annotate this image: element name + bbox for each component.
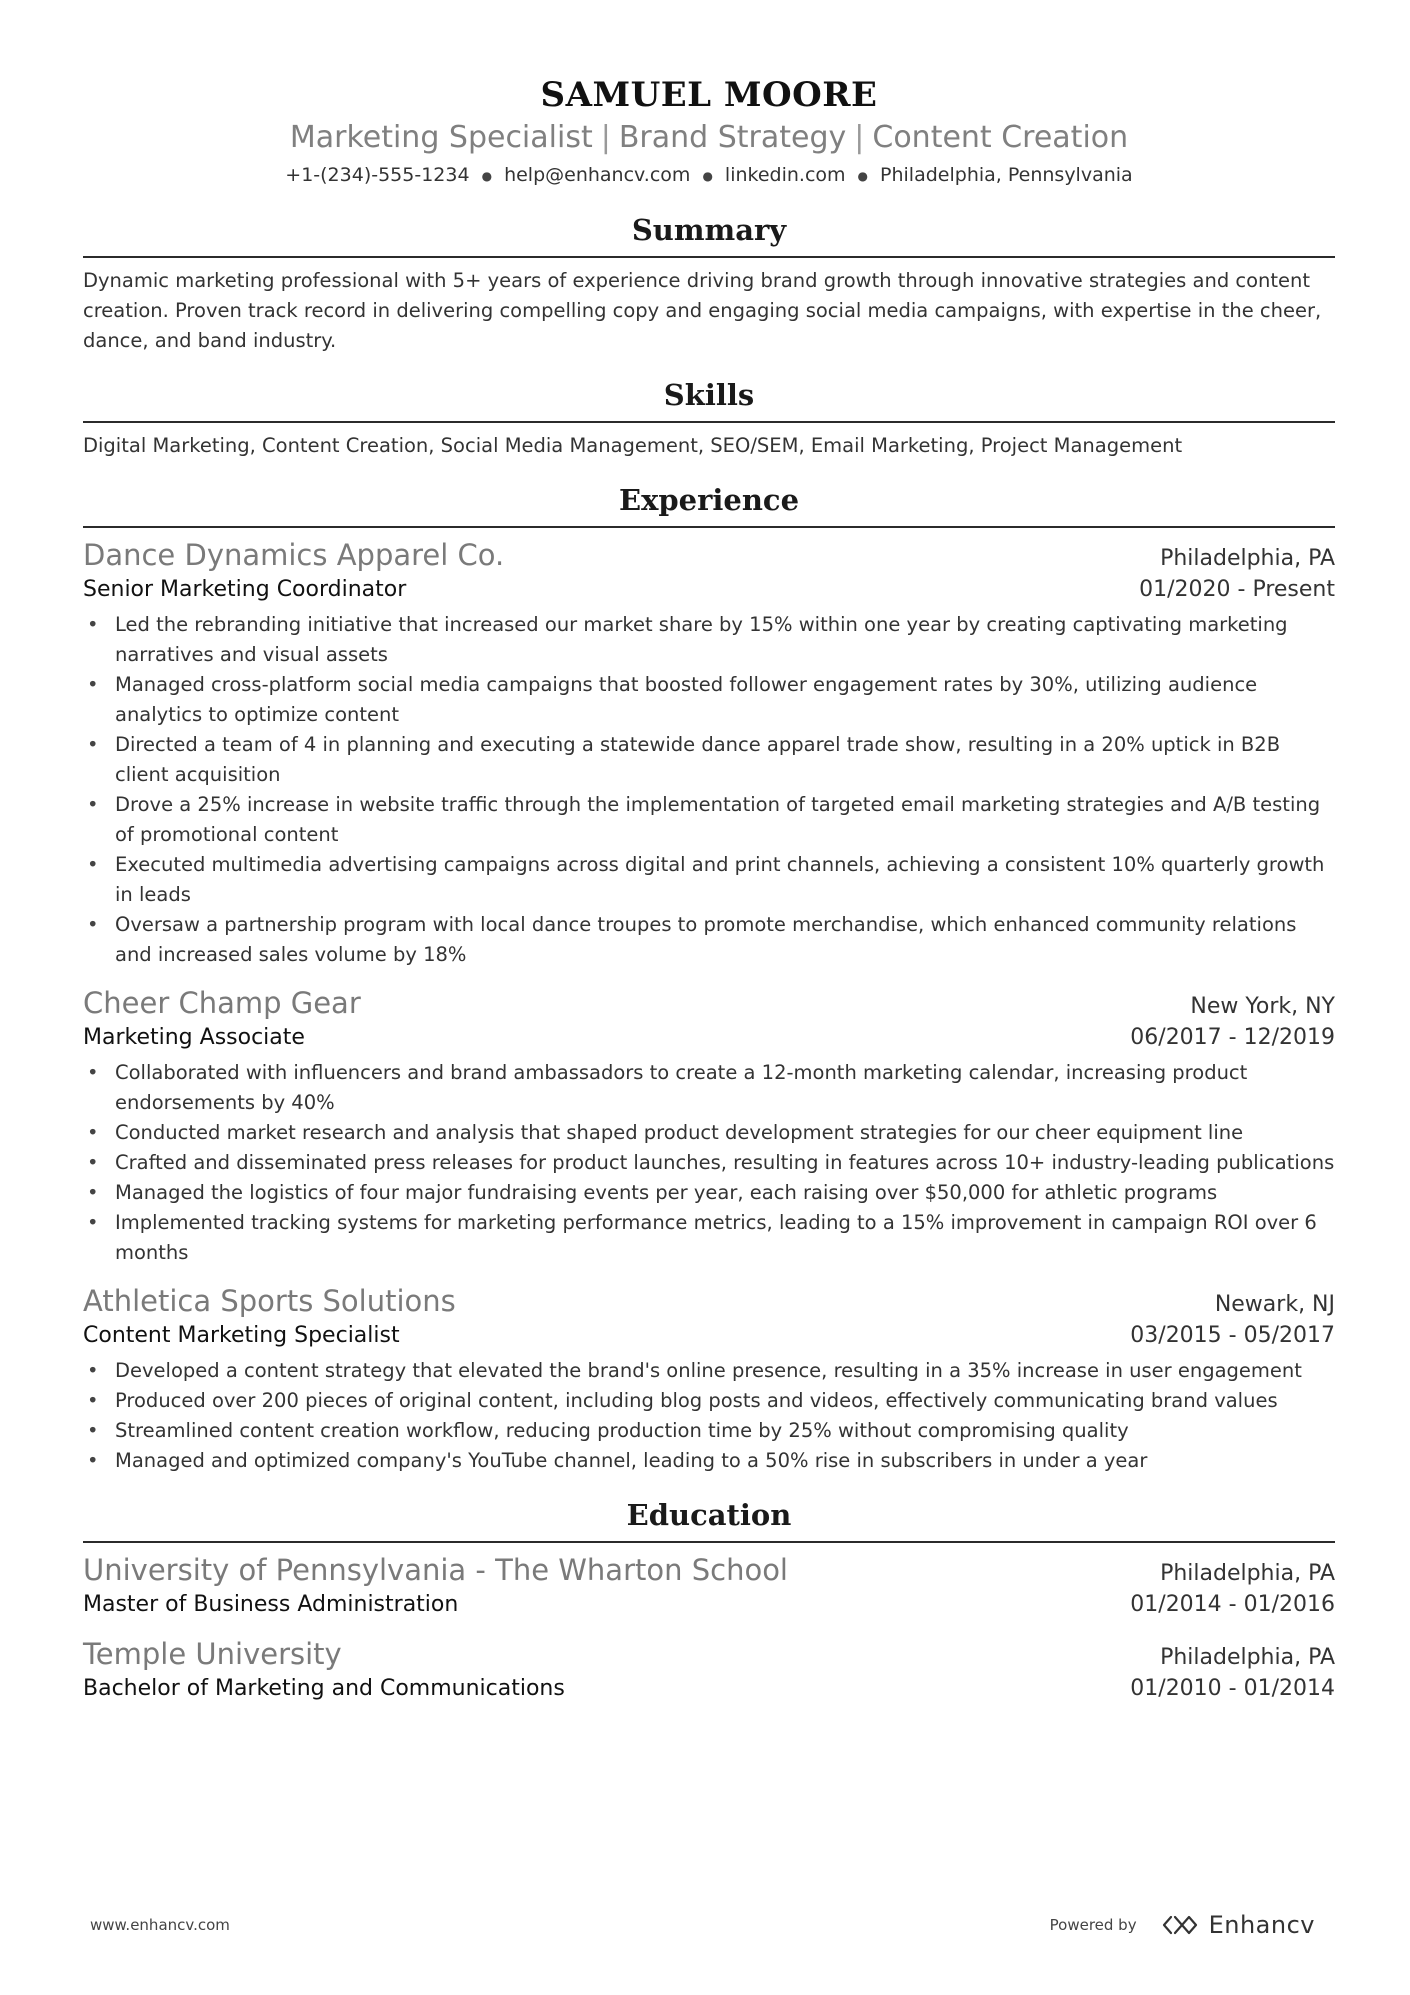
candidate-name: SAMUEL MOORE bbox=[540, 75, 878, 115]
bullet-icon: • bbox=[87, 1150, 99, 1174]
entry-subheader-row bbox=[83, 1022, 1335, 1054]
entry-header-row bbox=[83, 536, 1335, 574]
achievement-item bbox=[83, 670, 1335, 730]
achievement-item bbox=[83, 1416, 1335, 1446]
achievement-item bbox=[83, 1386, 1335, 1416]
achievement-text: Conducted market research and analysis that shaped product development strategies for our cheer equipment line bbox=[115, 1120, 1244, 1144]
location: Philadelphia, Pennsylvania bbox=[880, 164, 1133, 186]
page-footer bbox=[90, 1911, 1315, 1939]
section-title: Summary bbox=[83, 211, 1335, 258]
bullet-icon: • bbox=[87, 852, 99, 876]
entry-subheader-row bbox=[83, 574, 1335, 606]
headline-item: Brand Strategy bbox=[618, 120, 847, 155]
education-entry bbox=[83, 1635, 1335, 1705]
email-link[interactable]: help@enhancv.com bbox=[504, 164, 691, 186]
achievement-text: Managed cross-platform social media campaigns that boosted follower engagement rates by 30%, utilizing audience analytics to optimize content bbox=[115, 672, 1258, 726]
achievement-list bbox=[83, 1058, 1335, 1268]
achievement-item bbox=[83, 730, 1335, 790]
headline bbox=[83, 118, 1335, 158]
achievement-text: Managed the logistics of four major fundraising events per year, each raising over $50,000 for athletic programs bbox=[115, 1180, 1218, 1204]
skills-section bbox=[83, 376, 1335, 461]
entry-header-row bbox=[83, 1282, 1335, 1320]
section-title: Skills bbox=[83, 376, 1335, 423]
section-title: Experience bbox=[83, 481, 1335, 528]
powered-by-label: Powered by bbox=[1049, 1916, 1137, 1934]
bullet-icon: • bbox=[87, 1448, 99, 1472]
entry-header-row bbox=[83, 1635, 1335, 1673]
experience-list bbox=[83, 536, 1335, 1476]
achievement-text: Managed and optimized company's YouTube channel, leading to a 50% rise in subscribers in under a year bbox=[115, 1448, 1148, 1472]
achievement-text: Implemented tracking systems for marketing performance metrics, leading to a 15% improvement in campaign ROI over 6 months bbox=[115, 1210, 1317, 1264]
school-name: Temple University bbox=[83, 1636, 342, 1671]
section-title: Education bbox=[83, 1496, 1335, 1543]
achievement-text: Streamlined content creation workflow, reducing production time by 25% without compromising quality bbox=[115, 1418, 1129, 1442]
bullet-icon: • bbox=[87, 912, 99, 936]
bullet-icon: • bbox=[87, 1210, 99, 1234]
resume-page bbox=[83, 0, 1335, 1705]
contact-line bbox=[83, 162, 1335, 189]
linkedin-link[interactable]: linkedin.com bbox=[724, 164, 846, 186]
entry-header-row bbox=[83, 1551, 1335, 1589]
experience-entry bbox=[83, 984, 1335, 1268]
experience-entry bbox=[83, 1282, 1335, 1476]
achievement-list bbox=[83, 1356, 1335, 1476]
job-location: New York, NY bbox=[1190, 993, 1335, 1019]
education-list bbox=[83, 1551, 1335, 1705]
powered-by bbox=[1050, 1911, 1315, 1939]
headline-separator: | bbox=[854, 120, 865, 155]
logo-mark-icon bbox=[1161, 1914, 1201, 1936]
school-name: University of Pennsylvania - The Wharton School bbox=[83, 1552, 788, 1587]
job-title: Content Marketing Specialist bbox=[83, 1322, 400, 1348]
bullet-icon: • bbox=[87, 672, 99, 696]
achievement-item bbox=[83, 1208, 1335, 1268]
summary-section bbox=[83, 211, 1335, 356]
achievement-item bbox=[83, 1118, 1335, 1148]
achievement-text: Developed a content strategy that elevated the brand's online presence, resulting in a 35% increase in user engagement bbox=[115, 1358, 1302, 1382]
brand-name: Enhancv bbox=[1208, 1911, 1315, 1939]
company-name: Cheer Champ Gear bbox=[83, 985, 361, 1020]
education-dates: 01/2014 - 01/2016 bbox=[1130, 1591, 1335, 1617]
education-dates: 01/2010 - 01/2014 bbox=[1130, 1675, 1335, 1701]
resume-header bbox=[83, 0, 1335, 189]
achievement-item bbox=[83, 1446, 1335, 1476]
phone-number[interactable]: +1-(234)-555-1234 bbox=[285, 164, 470, 186]
achievement-item bbox=[83, 850, 1335, 910]
enhancv-logo-icon[interactable] bbox=[1161, 1911, 1315, 1939]
entry-subheader-row bbox=[83, 1589, 1335, 1621]
bullet-separator: ● bbox=[857, 168, 869, 183]
achievement-item bbox=[83, 790, 1335, 850]
bullet-icon: • bbox=[87, 732, 99, 756]
school-location: Philadelphia, PA bbox=[1160, 1560, 1335, 1586]
entry-subheader-row bbox=[83, 1320, 1335, 1352]
bullet-icon: • bbox=[87, 1418, 99, 1442]
skills-text: Digital Marketing, Content Creation, Social Media Management, SEO/SEM, Email Marketing, Project Management bbox=[83, 433, 1183, 457]
job-location: Philadelphia, PA bbox=[1160, 545, 1335, 571]
achievement-item bbox=[83, 610, 1335, 670]
footer-url[interactable]: www.enhancv.com bbox=[90, 1916, 230, 1934]
job-title: Marketing Associate bbox=[83, 1024, 305, 1050]
achievement-text: Collaborated with influencers and brand ambassadors to create a 12-month marketing calendar, increasing product endorsements by 40% bbox=[115, 1060, 1248, 1114]
bullet-icon: • bbox=[87, 1060, 99, 1084]
achievement-item bbox=[83, 1148, 1335, 1178]
headline-item: Marketing Specialist bbox=[289, 120, 593, 155]
headline-separator: | bbox=[600, 120, 611, 155]
bullet-icon: • bbox=[87, 612, 99, 636]
achievement-item bbox=[83, 1356, 1335, 1386]
school-location: Philadelphia, PA bbox=[1160, 1644, 1335, 1670]
education-entry bbox=[83, 1551, 1335, 1621]
job-location: Newark, NJ bbox=[1214, 1291, 1335, 1317]
job-dates: 03/2015 - 05/2017 bbox=[1130, 1322, 1335, 1348]
achievement-item bbox=[83, 910, 1335, 970]
experience-entry bbox=[83, 536, 1335, 970]
bullet-icon: • bbox=[87, 1120, 99, 1144]
entry-subheader-row bbox=[83, 1673, 1335, 1705]
degree: Bachelor of Marketing and Communications bbox=[83, 1675, 565, 1701]
degree: Master of Business Administration bbox=[83, 1591, 459, 1617]
achievement-text: Crafted and disseminated press releases for product launches, resulting in features across 10+ industry-leading publications bbox=[115, 1150, 1335, 1174]
bullet-icon: • bbox=[87, 1388, 99, 1412]
entry-header-row bbox=[83, 984, 1335, 1022]
achievement-text: Executed multimedia advertising campaigns across digital and print channels, achieving a consistent 10% quarterly growth in leads bbox=[115, 852, 1325, 906]
achievement-text: Oversaw a partnership program with local dance troupes to promote merchandise, which enhanced community relations and increased sales volume by 18% bbox=[115, 912, 1297, 966]
company-name: Dance Dynamics Apparel Co. bbox=[83, 537, 505, 572]
bullet-separator: ● bbox=[481, 168, 493, 183]
achievement-text: Drove a 25% increase in website traffic through the implementation of targeted email marketing strategies and A/B testing of promotional content bbox=[115, 792, 1321, 846]
experience-section bbox=[83, 481, 1335, 1476]
education-section bbox=[83, 1496, 1335, 1705]
job-dates: 01/2020 - Present bbox=[1139, 576, 1335, 602]
job-dates: 06/2017 - 12/2019 bbox=[1130, 1024, 1335, 1050]
achievement-item bbox=[83, 1178, 1335, 1208]
bullet-icon: • bbox=[87, 792, 99, 816]
summary-text: Dynamic marketing professional with 5+ years of experience driving brand growth through innovative strategies and content creation. Proven track record in delivering compelling copy and engaging social media campaigns, with expertise in the cheer, dance, and band industry. bbox=[83, 268, 1322, 352]
bullet-icon: • bbox=[87, 1180, 99, 1204]
achievement-list bbox=[83, 610, 1335, 970]
bullet-separator: ● bbox=[702, 168, 713, 183]
achievement-item bbox=[83, 1058, 1335, 1118]
achievement-text: Produced over 200 pieces of original content, including blog posts and videos, effectively communicating brand values bbox=[115, 1388, 1278, 1412]
headline-item: Content Creation bbox=[872, 120, 1129, 155]
achievement-text: Led the rebranding initiative that increased our market share by 15% within one year by creating captivating marketing narratives and visual assets bbox=[115, 612, 1288, 666]
bullet-icon: • bbox=[87, 1358, 99, 1382]
job-title: Senior Marketing Coordinator bbox=[83, 576, 407, 602]
achievement-text: Directed a team of 4 in planning and executing a statewide dance apparel trade show, resulting in a 20% uptick in B2B client acquisition bbox=[115, 732, 1281, 786]
company-name: Athletica Sports Solutions bbox=[83, 1283, 456, 1318]
